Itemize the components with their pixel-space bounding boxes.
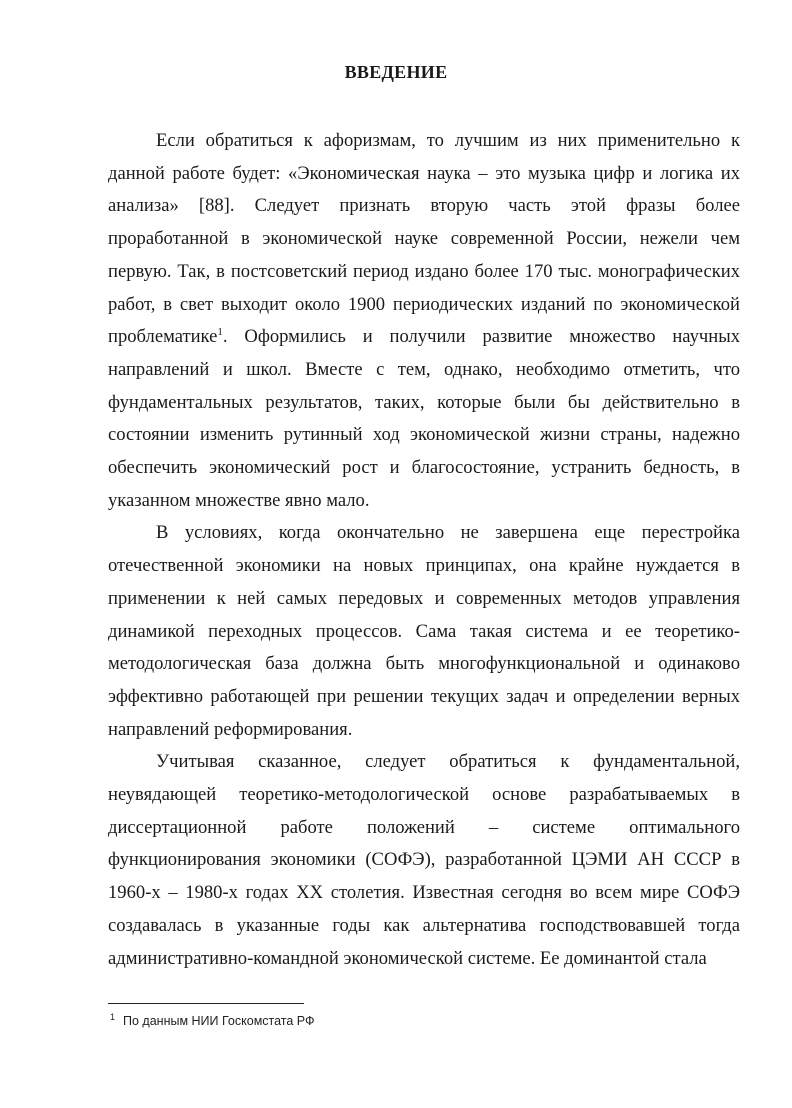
footnote [110, 1012, 315, 1028]
paragraph-3: Учитывая сказанное, следует обратиться к фундаментальной, неувядающей теоретико-методологической основе разрабатываемых в диссертационной работе положений – системе оптимального функционирования экономики (СОФЭ), разработанной ЦЭМИ АН СССР в 1960-х – 1980-х годах XX столетия. Известная сегодня во всем мире СОФЭ создавалась в указанные годы как альтернатива господствовавшей тогда административно-командной экономической системе. Ее доминантой стала [108, 751, 740, 969]
page-title: ВВЕДЕНИЕ [344, 62, 448, 82]
paragraph-1-text-continued: . Оформились и получили развитие множество научных направлений и школ. Вместе с тем, однако, необходимо отметить, что фундаментальных результатов, таких, которые были бы действительно в состоянии изменить рутинный ход экономической жизни страны, надежно обеспечить экономический рост и благосостояние, устранить бедность, в указанном множестве явно мало. [108, 326, 740, 511]
paragraph-2: В условиях, когда окончательно не завершена еще перестройка отечественной экономики на новых принципах, она крайне нуждается в применении к ней самых передовых и современных методов управления динамикой переходных процессов. Сама такая система и ее теоретико-методологическая база должна быть многофункциональной и одинаково эффективно работающей при решении текущих задач и определении верных направлений реформирования. [108, 522, 740, 740]
footnote-text: По данным НИИ Госкомстата РФ [123, 1014, 315, 1029]
paragraph-1-text: Если обратиться к афоризмам, то лучшим из них применительно к данной работе будет: «Экономическая наука – это музыка цифр и логика их анализа» [88]. Следует признать вторую часть этой фразы более проработанной в экономической науке современной России, нежели чем первую. Так, в постсоветский период издано более 170 тыс. монографических работ, в свет выходит около 1900 периодических изданий по экономической проблематике [108, 130, 740, 348]
footnote-mark: 1 [110, 1012, 116, 1022]
footnote-reference: 1 [217, 326, 223, 339]
body-text [108, 125, 740, 975]
footnote-divider [108, 1003, 304, 1004]
paragraph-1 [108, 125, 740, 517]
